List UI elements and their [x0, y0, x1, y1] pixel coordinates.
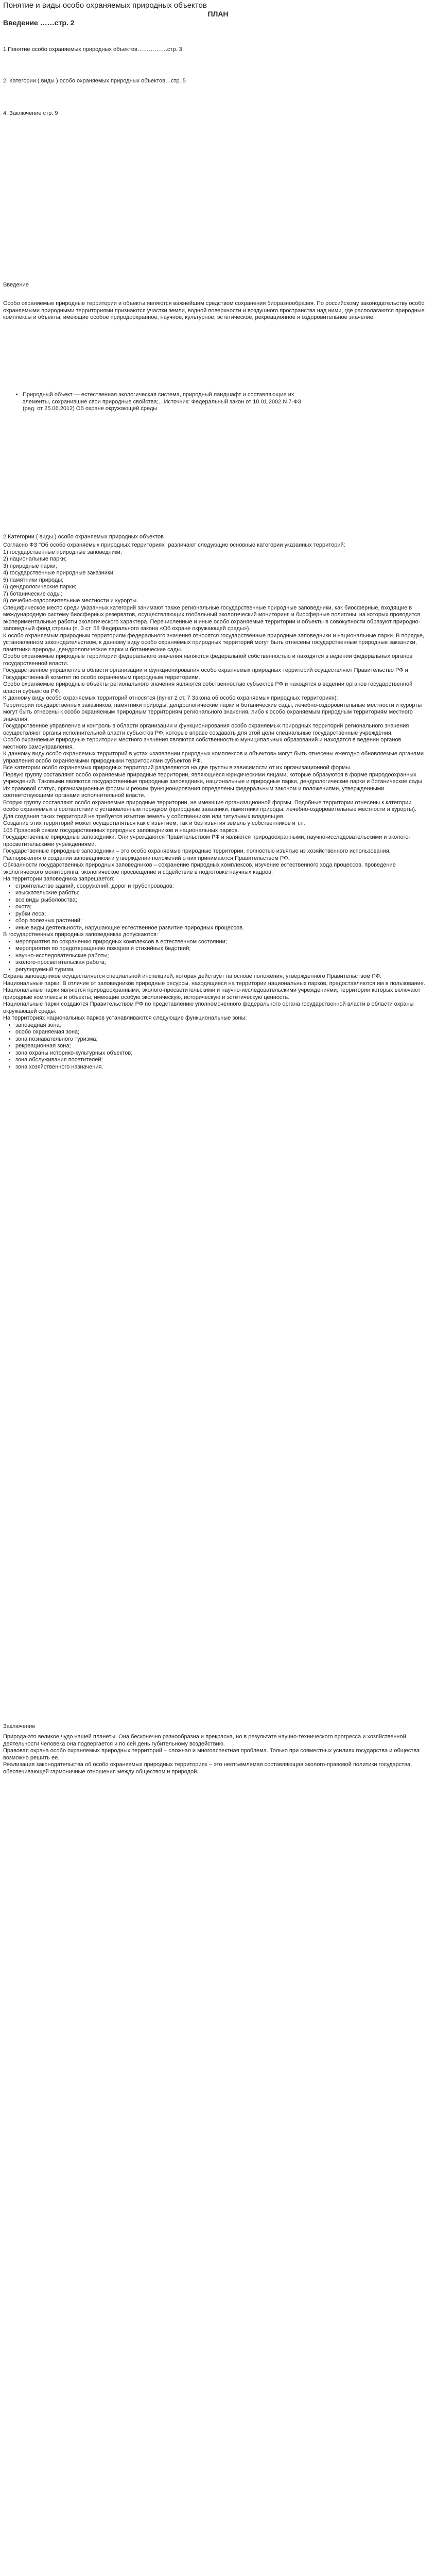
prohibited-list: [3, 883, 425, 932]
list-item: • мероприятия по предотвращению пожаров и стихийных бедствий;: [15, 945, 425, 953]
definition-block: [14, 392, 303, 413]
list-item: • зона хозяйственного назначения.: [15, 1064, 425, 1071]
body-paragraph: Особо охраняемые природные территории местного значения являются собственностью муниципальных образований и находятся в ведении органов местного самоуправления.: [3, 737, 402, 750]
body-paragraph: Особо охраняемые природные территории федерального значения являются федеральной собственностью и находятся в ведении федеральных органов государственной власти.: [3, 653, 413, 667]
conclusion-paragraph: Природа-это великое чудо нашей планеты. Она бесконечно разнообразна и прекрасна, но в результате научно-технического прогресса и хозяйственной деятельности человека она подвергается и по сей день губительному воздействию.: [3, 1734, 406, 1747]
list-item: • сбор полезных растений;: [15, 918, 425, 925]
category-item: 5) памятники природы;: [3, 577, 64, 583]
category-item: 3) природные парки;: [3, 563, 57, 569]
body-paragraph: Их правовой статус, организационные формы и режим функционирования определены федеральным законом и положениями, утвержденными соответствующими органами исполнительной власти.: [3, 785, 385, 799]
body-paragraph: Национальные парки создаются Правительством РФ по представлению уполномоченного федерального органа государственной власти в области охраны окружающей среды.: [3, 1001, 414, 1014]
list-item: • мероприятия по сохранению природных комплексов в естественном состоянии;: [15, 939, 425, 946]
section-heading-conclusion: Заключение: [3, 1723, 36, 1730]
conclusion-section: [3, 1734, 425, 1775]
plan-heading: ПЛАН: [207, 10, 229, 18]
category-item: 7) ботанические сады;: [3, 590, 62, 597]
laws-paragraph: 105 Правовой режим государственных природных заповедников и национальных парков.: [3, 827, 239, 834]
zones-label: На территориях национальных парков устанавливаются следующие функциональные зоны:: [3, 1015, 247, 1021]
body-paragraph: Создание этих территорий может осуществляться как с изъятием, так и без изъятия земель у собственников и т.п.: [3, 820, 305, 826]
body-paragraph: Специфическое место среди указанных категорий занимают также региональные государственные природные заповедники, как биосферные, входящие в международную систему биосферных резерватов, осуществляющих глобальный экологический мониторинг, и биосферные полигоны, на которых проводится экспериментальные работы экологического характера. Перечисленные и иные особо охраняемые территории и объекты в совокупности образуют природно-заповедный фонд страны (п. 3 ст. 58 Федерального закона «Об охране окружающей среды»).: [3, 604, 421, 632]
list-item: • все виды рыболовства;: [15, 897, 425, 904]
list-item: • рекреационная зона;: [15, 1043, 425, 1050]
body-paragraph: Первую группу составляют особо охраняемые природные территории, являющиеся юридическими лицами, которые образуются в форме природоохранных учреждений. Таковыми являются государственные природные заповедники, национальные и природные парки, дендрологические парки и ботанические сады.: [3, 771, 424, 785]
intro-paragraph: Особо охраняемые природные территории и объекты являются важнейшим средством сохранения биоразнообразия. По российскому законодательству особо охраняемыми природными территориями признаются участки земли, водной поверхности и воздушного пространства над ними, где располагаются природные комплексы и объекты, имеющие особое природоохранное, научное, культурное, эстетическое, рекреационное и оздоровительное значение.: [3, 300, 425, 320]
body-paragraph: Территории государственных заказников, памятники природы, дендрологические парки и ботанические сады, лечебно-оздоровительные местности и курорты могут быть отнесены к особо охраняемым природным территориям регионального значения, либо к особо охраняемым природным территориям местного значения.: [3, 702, 422, 722]
allowed-label: В государственных природных заповедниках допускаются:: [3, 931, 158, 938]
body-paragraph: К данному виду особо охраняемых территорий в устах «заявлении природных комплексов и объектов» могут быть отнесены ежегодно обновляемые органами управления особо охраняемыми природными территориями субъектов РФ.: [3, 751, 424, 764]
list-item: • охота;: [15, 904, 425, 911]
list-item: • зона охраны историко-культурных объектов;: [15, 1050, 425, 1057]
body-paragraph: Государственные природные заповедники – это особо охраняемые природные территории, полностью изъятые из хозяйственного использования. Распоряжения о создании заповедников и утверждении положений о них принимаются Правительством РФ.: [3, 848, 391, 861]
category-item: 4) государственные природные заказники;: [3, 570, 115, 576]
body-paragraph: Для создания таких территорий не требуется изъятие земель у собственников или титульных владельцев.: [3, 813, 285, 820]
conclusion-paragraph: Реализация законодательства об особо охраняемых природных территориях – это неотъемлемая составляющая эколого-правовой политики государства, обеспечивающей гармоничные отношения между обществом и природой.: [3, 1761, 412, 1775]
allowed-list: [3, 939, 425, 974]
body-paragraph: Национальные парки. В отличие от заповедников природные ресурсы, находящиеся на территории национальных парков, предоставляются им в пользование. Национальные парки являются природоохранными, эколого-просветительскими и научно-исследовательскими учреждениями, территории которых включают природные комплексы и объекты, имеющие особую экологическую, историческую и эстетическую ценность.: [3, 980, 425, 1001]
categories-list: [3, 549, 425, 605]
list-item: • иные виды деятельности, нарушающие естественное развитие природных процессов.: [15, 925, 425, 932]
body-paragraph: Обязанности государственных природных заповедников – сохранение природных комплексов, изучение естественного хода процессов, проведение экологического мониторинга, экологическое просвещение и содействие в подготовке научных кадров.: [3, 862, 396, 875]
body-paragraph: К данному виду особо охраняемых территорий относятся (пункт 2 ст. 7 Закона об особо охраняемых природных территориях):: [3, 695, 338, 701]
list-item: • научно-исследовательские работы;: [15, 953, 425, 960]
list-item: • изыскательские работы;: [15, 890, 425, 897]
list-item: • эколого-просветительская работа;: [15, 959, 425, 967]
toc-entry-3: 4. Заключение стр. 9: [3, 110, 58, 116]
toc-entry-2: 2. Категории ( виды ) особо охраняемых природных объектов…стр. 5: [3, 78, 186, 84]
list-item: • регулируемый туризм.: [15, 967, 425, 974]
body-paragraph: Охрана заповедников осуществляется специальной инспекцией, которая действует на основе положения, утвержденного Правительством РФ.: [3, 973, 382, 979]
category-item: 6) дендрологические парки;: [3, 584, 77, 590]
section-heading-intro: Введение: [3, 282, 29, 288]
category-item: 1) государственные природные заповедники;: [3, 549, 122, 555]
list-item: • зона обслуживания посетителей;: [15, 1057, 425, 1064]
categories-intro: Согласно ФЗ "Об особо охраняемых природных территориях" различают следующие основные категории указанных территорий:: [3, 542, 345, 548]
body-paragraph: Особо охраняемые природные объекты регионального значения являются собственностью субъектов РФ и находятся в ведении органов государственной власти субъектов РФ.: [3, 681, 413, 694]
toc-intro-entry: Введение ……стр. 2: [3, 19, 75, 27]
list-item: • рубки леса;: [15, 911, 425, 918]
list-item: • особо охраняемая зона;: [15, 1029, 425, 1036]
zones-list: [3, 1022, 425, 1071]
category-item: 2) национальные парки;: [3, 556, 67, 562]
prohibited-label: На территории заповедника запрещается:: [3, 876, 115, 882]
body-paragraph: Государственные природные заповедники. Они учреждаются Правительством РФ и являются природоохранными, научно-исследовательскими и эколого-просветительскими учреждениями.: [3, 834, 411, 848]
definition-text: • Природный объект — естественная экологическая система, природный ландшафт и составляющие их элементы, сохранившие свои природные свойства;…Источник: Федеральный закон от 10.01.2002 N 7-ФЗ (ред. от 25.06.2012) Об охране окружающей среды: [23, 392, 303, 413]
document-title: Понятие и виды особо охраняемых природных объектов: [3, 1, 207, 10]
body-paragraph: Государственное управление и контроль в области организации и функционирования особо охраняемых природных территорий регионального значения осуществляют органы исполнительной власти субъектов РФ, которые вправе создавать для этой цели специальные государственные учреждения.: [3, 723, 409, 736]
category-item: 8) лечебно-оздоровительные местности и курорты.: [3, 598, 138, 604]
categories-section: [3, 542, 425, 1071]
list-item: • строительство зданий, сооружений, дорог и трубопроводов;: [15, 883, 425, 890]
section-heading-categories: 2.Категории ( виды ) особо охраняемых природных объектов: [3, 534, 164, 540]
body-paragraph: Вторую группу составляют особо охраняемые природные территории, не имеющие организационной формы. Подобные территории отнесены к категории особо охраняемых в соответствии с установленным порядком (природные заказники, памятники природы, лечебно-оздоровительные местности и курорты).: [3, 799, 416, 812]
list-item: • зона познавательного туризма;: [15, 1036, 425, 1043]
toc-entry-1: 1.Понятие особо охраняемых природных объектов…………….стр. 3: [3, 46, 182, 53]
body-paragraph: К особо охраняемым природным территориям федерального значения относятся государственные природные заповедники и национальные парки. В порядке, установленном законодательством, к данному виду особо охраняемых природных территорий могут быть отнесены государственные природные заказники, памятники природы, дендрологические парки и ботанические сады.: [3, 632, 425, 653]
conclusion-paragraph: Правовая охрана особо охраняемых природных территорий – сложная и многоаспектная проблема. Только при совместных усилиях государства и общества возможно решить ее.: [3, 1748, 420, 1761]
list-item: • заповедная зона;: [15, 1022, 425, 1029]
body-paragraph: Государственное управление в области организации и функционирования особо охраняемых природных территорий осуществляют Правительство РФ и Государственный комитет по особо охраняемым природным территориям.: [3, 667, 408, 681]
body-paragraph: Все категории особо охраняемых природных территорий разделяются на две группы в зависимости от их организационной формы.: [3, 765, 352, 771]
